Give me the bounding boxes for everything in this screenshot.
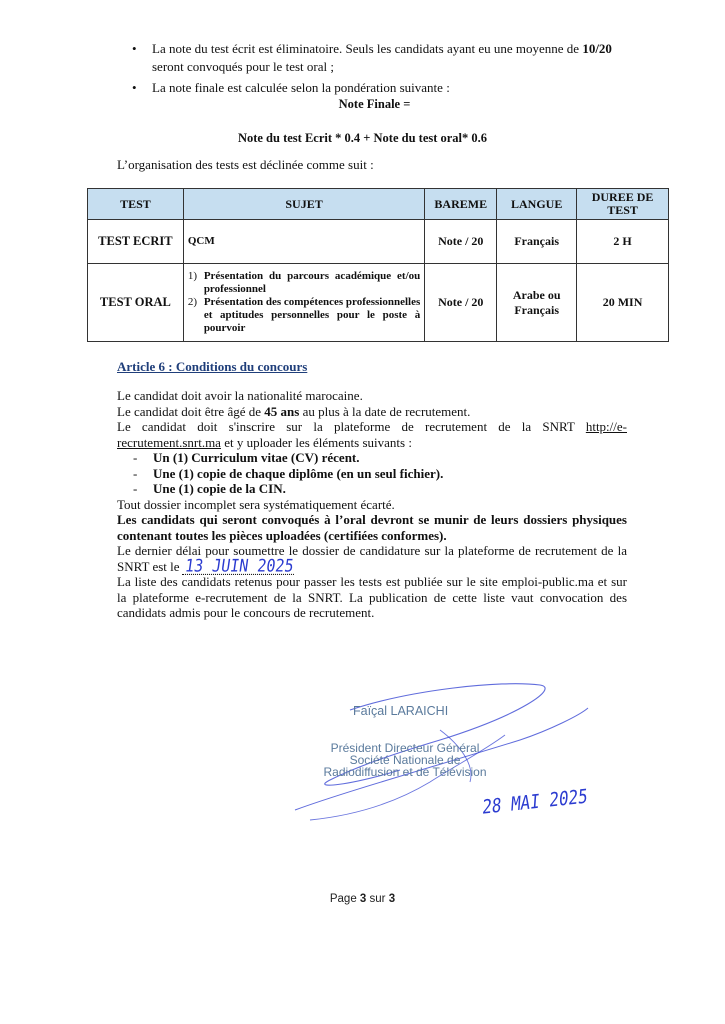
article-body: [117, 388, 627, 621]
subject-item-number: 1): [187, 270, 197, 282]
oral-notice: Les candidats qui seront convoqués à l’oral devront se munir de leurs dossiers physiques contenant toutes les pièces uploadées (certifiées conformes).: [117, 512, 627, 543]
article-title: Article 6 : Conditions du concours: [117, 359, 308, 374]
bullet-text: La note du test écrit est éliminatoire. Seuls les candidats ayant eu une moyenne de 10/20 seront convoqués pour le test oral ;: [152, 41, 612, 74]
header-scale: BAREME: [425, 189, 497, 220]
signatory-name: Faïçal LARAICHI: [353, 704, 449, 718]
subject-list: [188, 270, 420, 335]
header-test: TEST: [88, 189, 184, 220]
tests-table: [87, 188, 669, 342]
bullet-symbol: •: [132, 80, 137, 95]
list-item: - Une (1) copie de chaque diplôme (en un seul fichier).: [133, 465, 444, 481]
deadline-text: Le dernier délai pour soumettre le dossier de candidature sur la plateforme de recrutement de la SNRT est le 13 JUIN 2025: [117, 543, 627, 576]
header-subject: SUJET: [183, 189, 424, 220]
formula-line-1: Note Finale =: [338, 97, 411, 111]
table-row: [88, 264, 669, 342]
rules-bullet-list: [128, 40, 628, 100]
page-footer: Page 3 sur 3: [329, 893, 396, 905]
bullet-text: La note finale est calculée selon la pondération suivante :: [152, 80, 450, 95]
nationality-text: Le candidat doit avoir la nationalité marocaine.: [117, 388, 363, 403]
subject-text: QCM: [187, 235, 215, 247]
cell-test: TEST ORAL: [88, 264, 184, 342]
cell-test: TEST ECRIT: [88, 220, 184, 264]
subject-item: [188, 296, 420, 335]
cell-scale: Note / 20: [425, 220, 497, 264]
recruitment-link[interactable]: http://e-recrutement.snrt.ma: [117, 419, 627, 450]
cell-subject: [183, 220, 424, 264]
cell-subject: [183, 264, 424, 342]
table-header-row: [88, 189, 669, 220]
subject-item-text: Présentation des compétences professionnelles et aptitudes personnelles pour le poste à pourvoir: [203, 296, 421, 334]
subject-item-number: 2): [187, 296, 197, 308]
cell-language: Français: [497, 220, 577, 264]
cell-duration: 20 MIN: [577, 264, 669, 342]
required-documents-list: [117, 450, 627, 497]
subject-item-text: Présentation du parcours académique et/ou professionnel: [203, 270, 421, 295]
bullet-item-1: [128, 40, 628, 76]
list-item: - Un (1) Curriculum vitae (CV) récent.: [133, 450, 360, 465]
signatory-title: Président Directeur Général Société Nationale de Radiodiffusion et de Télévision: [323, 741, 487, 779]
bullet-symbol: •: [132, 41, 137, 56]
cell-duration: 2 H: [577, 220, 669, 264]
bullet-item-2: [128, 79, 628, 97]
list-item: - Une (1) copie de la CIN.: [133, 481, 286, 496]
table-row: [88, 220, 669, 264]
tests-intro-text: L’organisation des tests est déclinée comme suit :: [117, 157, 374, 172]
age-text: Le candidat doit être âgé de 45 ans au plus à la date de recrutement.: [117, 403, 471, 419]
subject-item: [188, 270, 420, 296]
incomplete-notice: Tout dossier incomplet sera systématiquement écarté.: [117, 496, 395, 512]
register-text: Le candidat doit s'inscrire sur la plateforme de recrutement de la SNRT http://e-recrutement.snrt.ma et y uploader les éléments suivants :: [117, 419, 627, 450]
header-language: LANGUE: [497, 189, 577, 220]
deadline-date-stamp: 13 JUIN 2025: [183, 555, 295, 576]
list-publication-notice: La liste des candidats retenus pour passer les tests est publiée sur le site emploi-public.ma et sur la plateforme e-recrutement de la SNRT. La publication de cette liste vaut convocation des candidats admis pour le concours de recrutement.: [117, 574, 627, 620]
cell-scale: Note / 20: [425, 264, 497, 342]
signature-date-stamp: 28 MAI 2025: [481, 784, 589, 819]
cell-language: Arabe ou Français: [497, 264, 577, 342]
header-duration: DUREE DE TEST: [577, 189, 669, 220]
formula-line-2: Note du test Ecrit * 0.4 + Note du test oral* 0.6: [237, 131, 488, 145]
